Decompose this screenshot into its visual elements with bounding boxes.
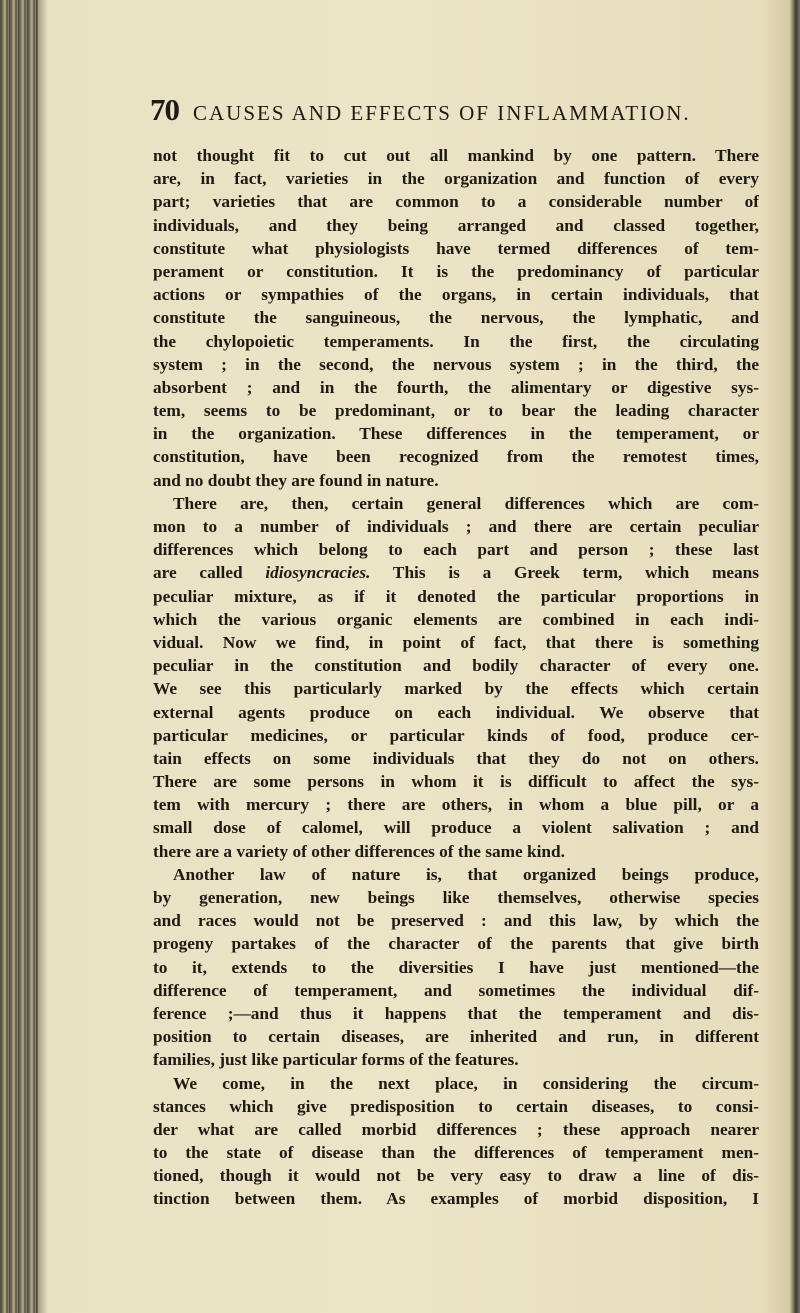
text-line: [153, 1141, 759, 1164]
text-line: [153, 283, 759, 306]
text-line: [153, 190, 759, 213]
text-run: there are a variety of other differences of the same kind.: [153, 841, 565, 861]
text-line: [153, 979, 759, 1002]
text-run: tem with mercury ; there are others, in whom a blue pill, or a: [153, 795, 759, 815]
text-line: [153, 144, 759, 167]
text-line: [153, 353, 759, 376]
text-line: [153, 1072, 759, 1095]
text-line: [153, 1095, 759, 1118]
text-run: to the state of disease than the differences of temperament men-: [153, 1143, 759, 1163]
text-run: by generation, new beings like themselves, otherwise species: [153, 888, 759, 907]
text-line: [153, 237, 759, 260]
text-line: [153, 445, 759, 468]
text-run: individuals, and they being arranged and classed together,: [153, 215, 759, 235]
text-run: constitution, have been recognized from the remotest times,: [153, 447, 759, 467]
text-line: [153, 677, 759, 700]
text-run: This is a Greek term, which means: [370, 563, 759, 583]
text-line: [153, 654, 759, 677]
running-title: CAUSES AND EFFECTS OF INFLAMMATION.: [193, 101, 691, 125]
text-line: [153, 561, 759, 584]
text-run: tioned, though it would not be very easy to draw a line of dis-: [153, 1166, 759, 1186]
text-line: [153, 167, 759, 190]
body-text: [153, 144, 759, 1211]
text-line: [153, 422, 759, 445]
text-run: constitute the sanguineous, the nervous, the lymphatic, and: [153, 308, 759, 328]
text-run: part; varieties that are common to a considerable number of: [153, 192, 759, 212]
text-run: actions or sympathies of the organs, in certain individuals, that: [153, 285, 759, 305]
text-line: [153, 469, 759, 492]
text-line: [153, 1164, 759, 1187]
text-run: external agents produce on each individual. We observe that: [153, 702, 759, 722]
text-run: absorbent ; and in the fourth, the alimentary or digestive sys-: [153, 377, 759, 397]
text-line: [153, 306, 759, 329]
text-line: [153, 956, 759, 979]
text-run: progeny partakes of the character of the parents that give birth: [153, 934, 759, 954]
text-line: [153, 399, 759, 422]
text-line: [153, 585, 759, 608]
text-line: [153, 1025, 759, 1048]
text-run: ference ;—and thus it happens that the temperament and dis-: [153, 1003, 759, 1023]
text-run: the chylopoietic temperaments. In the first, the circulating: [153, 331, 759, 351]
text-line: [153, 747, 759, 770]
text-run: are called: [153, 563, 266, 583]
text-run: There are, then, certain general differences which are com-: [173, 493, 759, 513]
text-line: [153, 816, 759, 839]
text-run: stances which give predisposition to certain diseases, to consi-: [153, 1096, 759, 1116]
text-run: not thought fit to cut out all mankind by one pattern. There: [153, 146, 759, 165]
text-line: [153, 863, 759, 886]
text-line: [153, 260, 759, 283]
text-run: small dose of calomel, will produce a violent salivation ; and: [153, 818, 759, 838]
text-line: [153, 515, 759, 538]
text-line: [153, 330, 759, 353]
text-run: We see this particularly marked by the effects which certain: [153, 679, 759, 699]
text-run: We come, in the next place, in considering the circum-: [173, 1073, 759, 1093]
text-run: There are some persons in whom it is difficult to affect the sys-: [153, 772, 759, 792]
text-line: [153, 1002, 759, 1025]
text-run: constitute what physiologists have termed differences of tem-: [153, 238, 759, 258]
text-line: [153, 631, 759, 654]
page-edge: [790, 0, 800, 1313]
text-line: [153, 886, 759, 909]
text-run: peculiar in the constitution and bodily character of every one.: [153, 656, 759, 676]
text-line: [153, 538, 759, 561]
text-line: [153, 608, 759, 631]
text-run: are, in fact, varieties in the organization and function of every: [153, 169, 759, 189]
text-run: differences which belong to each part and person ; these last: [153, 540, 759, 560]
text-run: families, just like particular forms of the features.: [153, 1050, 519, 1070]
text-line: [153, 1048, 759, 1071]
text-run: perament or constitution. It is the predominancy of particular: [153, 261, 759, 281]
text-line: [153, 840, 759, 863]
text-line: [153, 770, 759, 793]
text-run: which the various organic elements are combined in each indi-: [153, 609, 759, 629]
text-line: [153, 909, 759, 932]
text-run: particular medicines, or particular kinds of food, produce cer-: [153, 725, 759, 745]
text-run: difference of temperament, and sometimes the individual dif-: [153, 980, 759, 1000]
text-line: [153, 724, 759, 747]
text-line: [153, 793, 759, 816]
text-run: tinction between them. As examples of morbid disposition, I: [153, 1189, 759, 1209]
text-line: [153, 214, 759, 237]
text-line: [153, 1187, 759, 1210]
running-header: [150, 92, 750, 126]
text-run: Another law of nature is, that organized beings produce,: [173, 864, 759, 884]
text-run: mon to a number of individuals ; and there are certain peculiar: [153, 517, 759, 536]
text-run: tem, seems to be predominant, or to bear the leading character: [153, 401, 759, 421]
text-run: in the organization. These differences in the temperament, or: [153, 424, 759, 444]
text-run: tain effects on some individuals that they do not on others.: [153, 748, 759, 768]
page-number: 70: [150, 92, 179, 127]
text-run: peculiar mixture, as if it denoted the particular proportions in: [153, 586, 759, 606]
text-run: and no doubt they are found in nature.: [153, 470, 439, 490]
text-line: [153, 932, 759, 955]
text-run: and races would not be preserved : and this law, by which the: [153, 911, 759, 931]
text-run: to it, extends to the diversities I have just mentioned—the: [153, 957, 759, 977]
text-line: [153, 492, 759, 515]
italic-term: idiosyncracies.: [265, 563, 371, 583]
text-run: system ; in the second, the nervous system ; in the third, the: [153, 354, 759, 374]
text-run: vidual. Now we find, in point of fact, that there is something: [153, 632, 759, 652]
book-binding-edge: [0, 0, 38, 1313]
text-run: position to certain diseases, are inherited and run, in different: [153, 1027, 759, 1047]
text-line: [153, 376, 759, 399]
text-line: [153, 701, 759, 724]
text-run: der what are called morbid differences ; these approach nearer: [153, 1119, 759, 1139]
text-line: [153, 1118, 759, 1141]
